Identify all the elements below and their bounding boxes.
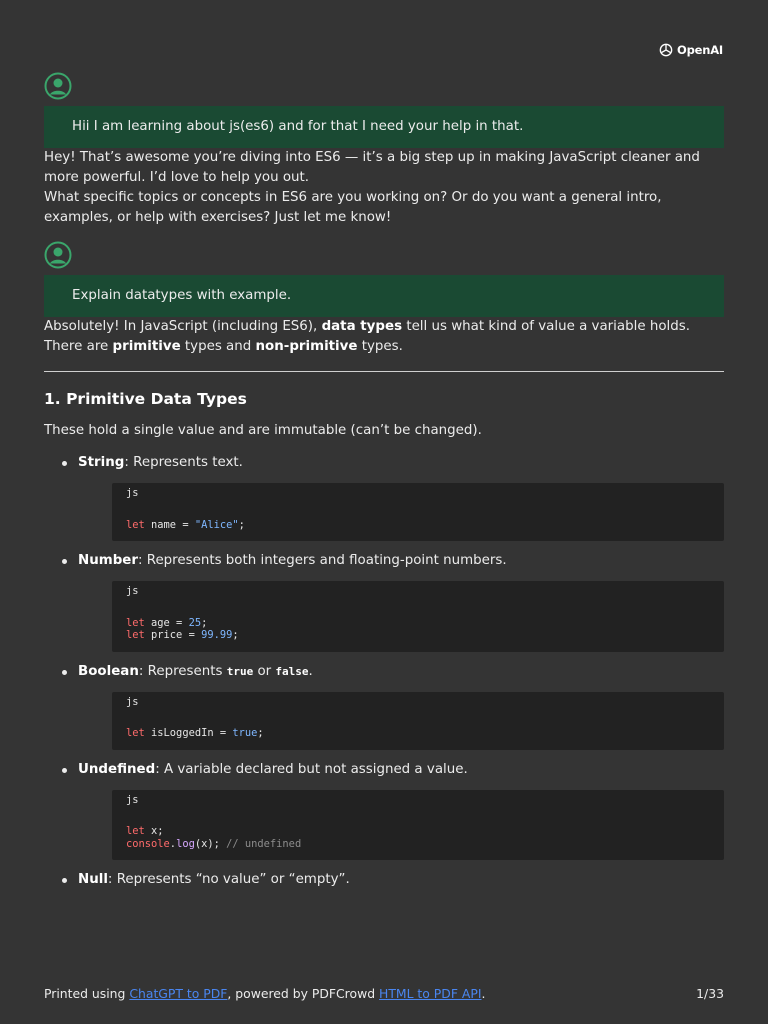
datatype-list — [44, 453, 724, 890]
list-item: Undefined: A variable declared but not assigned a value. js let x; console.log(x); // undefined — [44, 760, 724, 861]
page-footer — [44, 984, 724, 1004]
code-language-label: js — [126, 793, 139, 806]
code-language-label: js — [126, 487, 139, 499]
list-item: Boolean: Represents true or false. js let isLoggedIn = true; — [44, 662, 724, 750]
section-description: These hold a single value and are immutable (can’t be changed). — [44, 423, 482, 438]
openai-logo — [658, 40, 723, 60]
assistant-reply-1-para-1: Hey! That’s awesome you’re diving into ES6 — it’s a big step up in making JavaScript cleaner and more powerful. I’d love to help you out. — [44, 150, 700, 185]
section-divider — [44, 371, 724, 372]
bullet-icon — [62, 768, 67, 773]
bullet-icon — [62, 461, 67, 466]
html-to-pdf-api-link[interactable]: HTML to PDF API — [379, 986, 482, 1001]
section-heading: 1. Primitive Data Types — [44, 390, 247, 408]
bullet-icon — [62, 878, 67, 883]
user-message-2: Explain datatypes with example. — [44, 275, 724, 317]
footer-credit: Printed using ChatGPT to PDF, powered by PDFCrowd HTML to PDF API. — [44, 986, 486, 1001]
code-language-label: js — [126, 695, 139, 708]
code-block: js let name = "Alice"; — [112, 483, 724, 541]
bullet-icon — [62, 559, 67, 564]
brand-name: OpenAI — [677, 43, 723, 57]
user-avatar-icon — [44, 72, 72, 100]
assistant-reply-1-para-2: What specific topics or concepts in ES6 are you working on? Or do you want a general intro, examples, or help with exercises? Just let me know! — [44, 190, 662, 225]
list-item: Number: Represents both integers and floating-point numbers. js let age = 25; let price = 99.99; — [44, 551, 724, 652]
conversation — [44, 72, 724, 890]
user-message-1: Hii I am learning about js(es6) and for that I need your help in that. — [44, 106, 724, 148]
code-language-label: js — [126, 585, 139, 597]
chatgpt-to-pdf-link[interactable]: ChatGPT to PDF — [129, 986, 228, 1001]
user-avatar-icon — [44, 241, 72, 269]
openai-logo-icon — [658, 42, 674, 58]
code-block: js let age = 25; let price = 99.99; — [112, 581, 724, 652]
list-item: Null: Represents “no value” or “empty”. — [44, 870, 724, 890]
code-block: js let isLoggedIn = true; — [112, 692, 724, 750]
code-block: js let x; console.log(x); // undefined — [112, 790, 724, 861]
list-item: String: Represents text. js let name = "Alice"; — [44, 453, 724, 541]
bullet-icon — [62, 670, 67, 675]
assistant-reply-2: Absolutely! In JavaScript (including ES6), data types tell us what kind of value a variable holds. There are primitive types and non-primitive types. — [44, 319, 690, 354]
page-number: 1/33 — [696, 986, 724, 1001]
